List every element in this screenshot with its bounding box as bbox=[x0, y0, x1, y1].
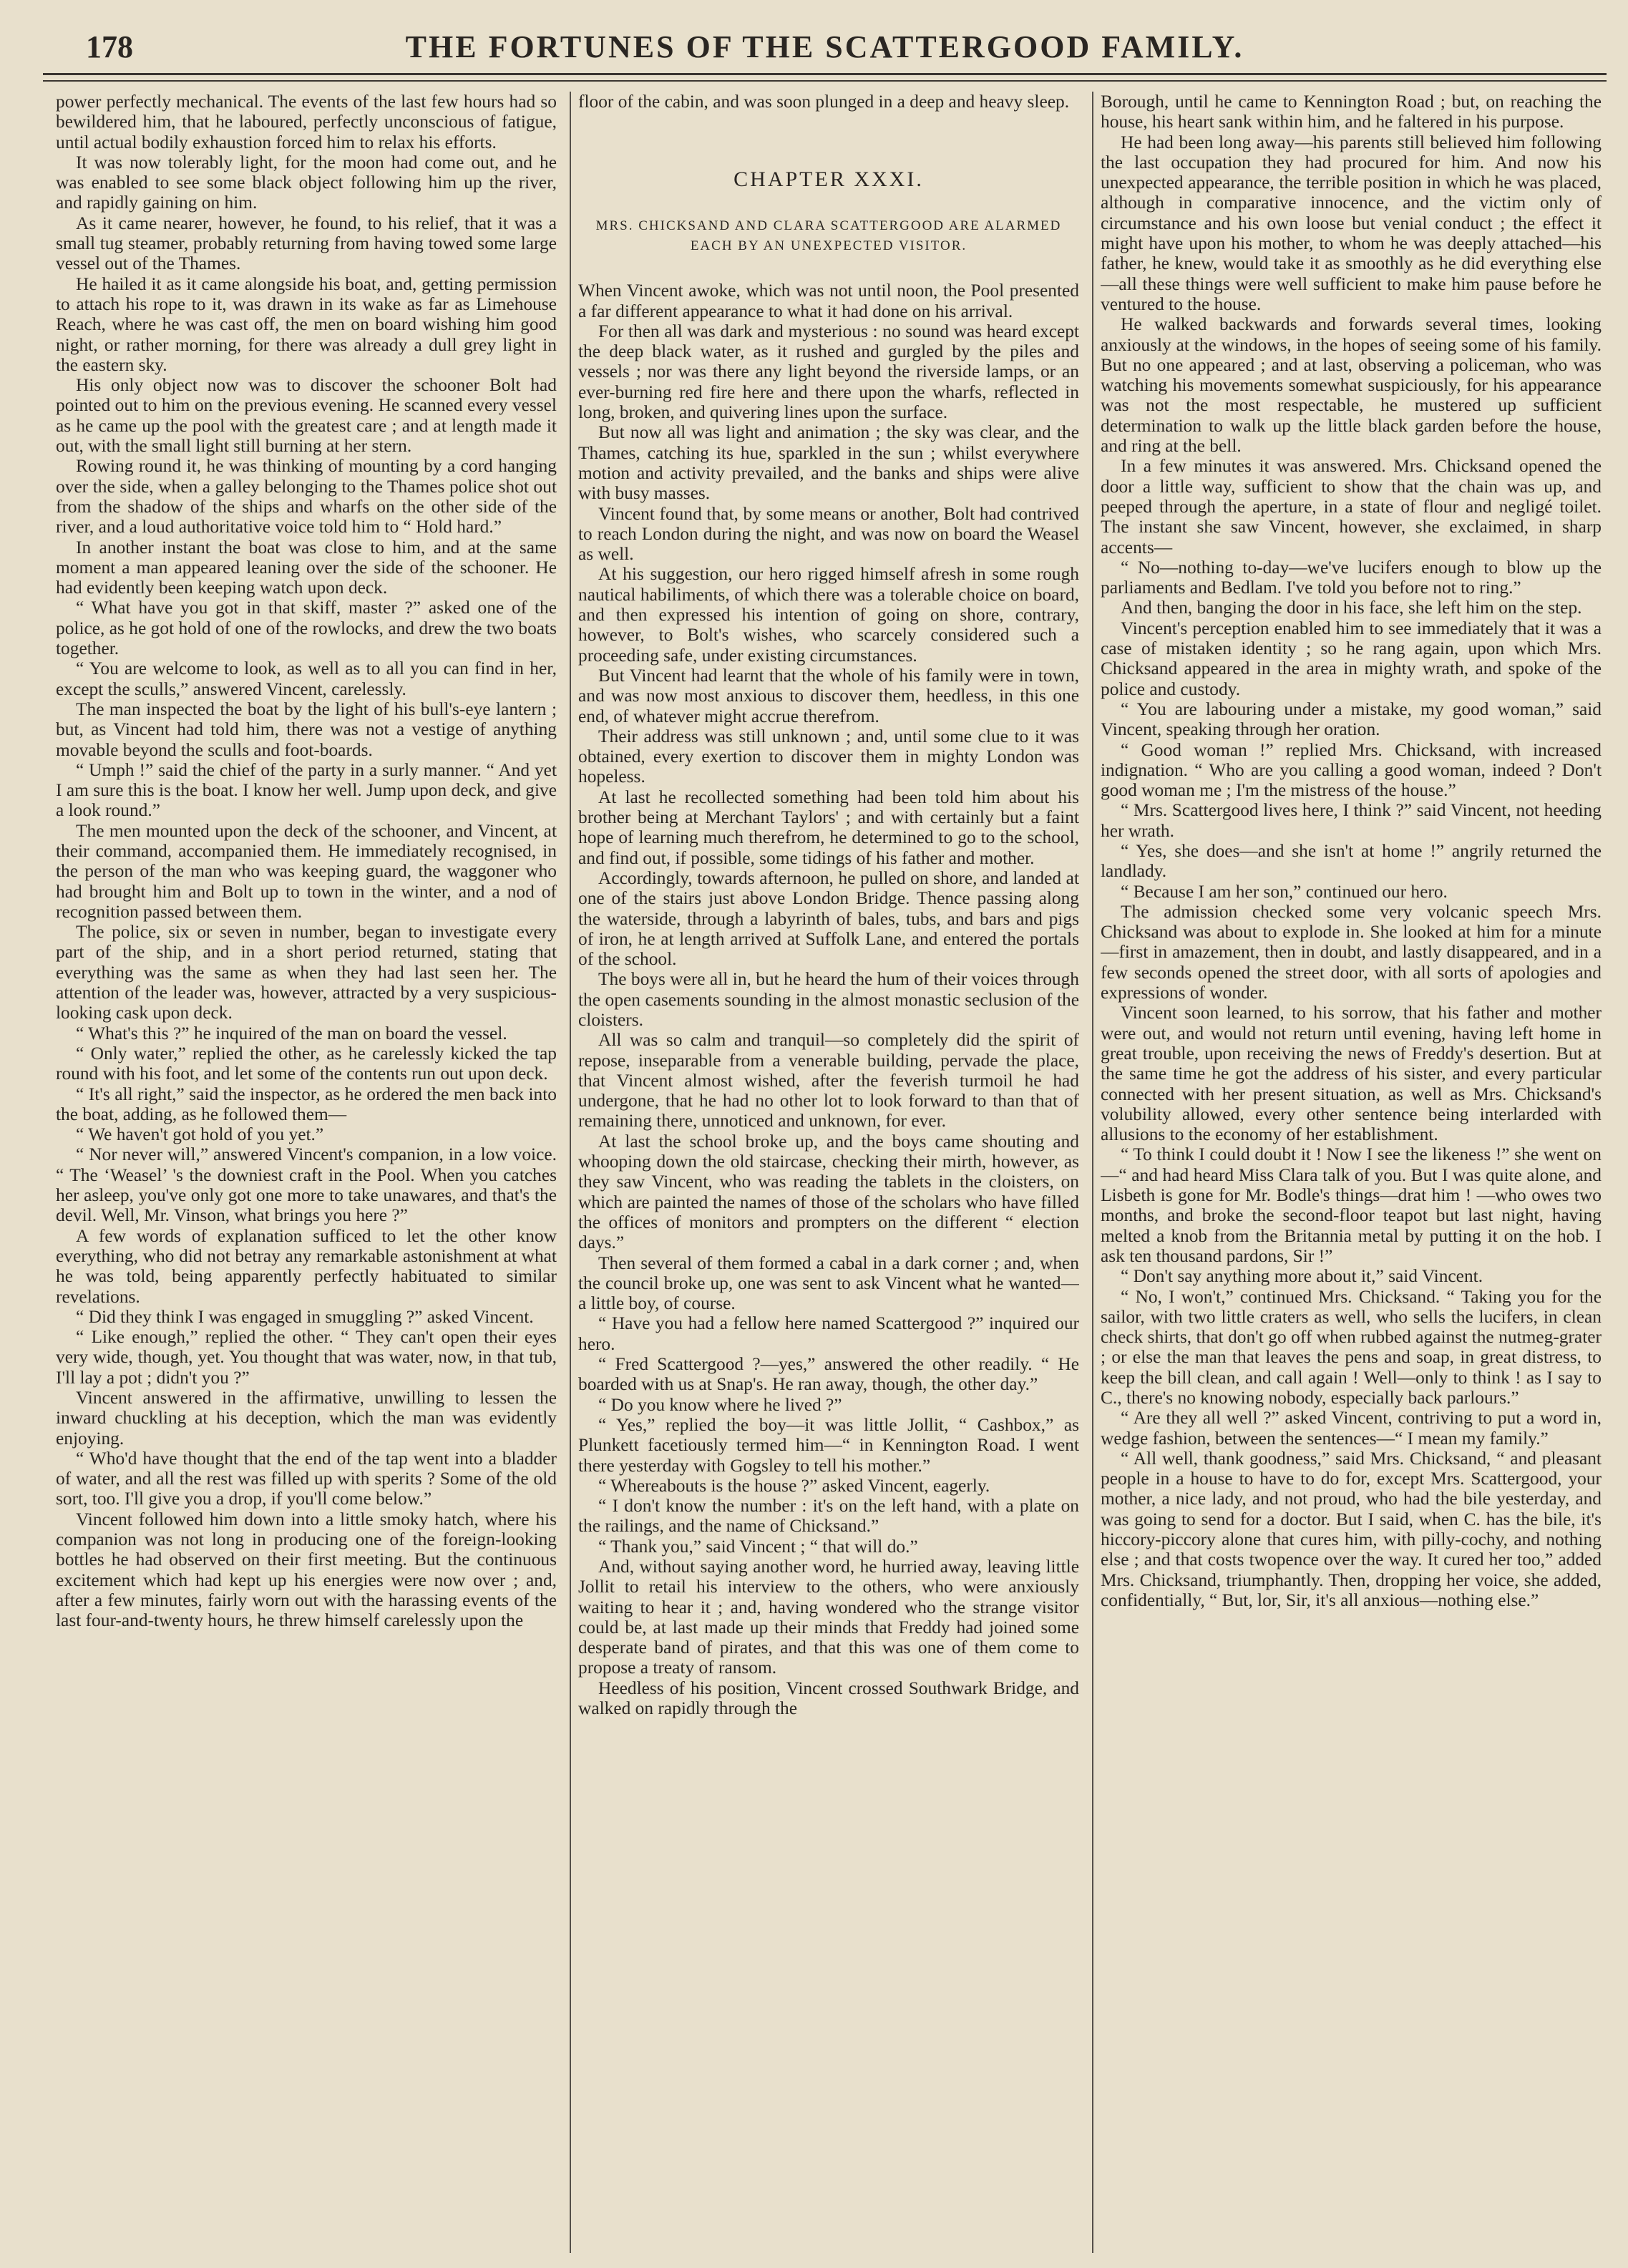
paragraph: In another instant the boat was close to him, and at the same moment a man appeared leaning over the side of the schooner. He had evidently been keeping watch upon deck. bbox=[56, 537, 557, 598]
paragraph: Their address was still unknown ; and, until some clue to it was obtained, every exertion to discover them in mighty London was hopeless. bbox=[578, 726, 1079, 787]
paragraph: Rowing round it, he was thinking of mounting by a cord hanging over the side, when a galley belonging to the Thames police shot out from the shadow of the ships and wharfs on the other side of the river, and a loud authoritative voice told him to “ Hold hard.” bbox=[56, 456, 557, 537]
text-column-2 bbox=[578, 92, 1079, 2260]
paragraph: Vincent's perception enabled him to see immediately that it was a case of mistaken identity ; so he rang again, upon which Mrs. Chicksand appeared in the area in mighty wrath, and spoke of the police and custody. bbox=[1101, 618, 1602, 699]
paragraph: The boys were all in, but he heard the hum of their voices through the open casements sounding in the almost monastic seclusion of the cloisters. bbox=[578, 969, 1079, 1030]
paragraph: “ Good woman !” replied Mrs. Chicksand, with increased indignation. “ Who are you calling a good woman, indeed ? Don't good woman me ; I'm the mistress of the house.” bbox=[1101, 739, 1602, 801]
paragraph: As it came nearer, however, he found, to his relief, that it was a small tug steamer, probably returning from having towed some large vessel out of the Thames. bbox=[56, 213, 557, 274]
paragraph: Borough, until he came to Kennington Road ; but, on reaching the house, his heart sank within him, and he faltered in his purpose. bbox=[1101, 92, 1602, 132]
paragraph: “ Fred Scattergood ?—yes,” answered the other readily. “ He boarded with us at Snap's. He ran away, though, the other day.” bbox=[578, 1354, 1079, 1395]
paragraph: The police, six or seven in number, began to investigate every part of the ship, and in a short period returned, stating that everything was the same as when they had last seen her. The attention of the leader was, however, attracted by a very suspicious-looking cask upon deck. bbox=[56, 922, 557, 1023]
paragraph: Heedless of his position, Vincent crossed Southwark Bridge, and walked on rapidly through the bbox=[578, 1678, 1079, 1719]
paragraph: “ Like enough,” replied the other. “ They can't open their eyes very wide, though, yet. You thought that was water, now, in that tub, I'll lay a pot ; didn't you ?” bbox=[56, 1327, 557, 1388]
paragraph: “ I don't know the number : it's on the left hand, with a plate on the railings, and the name of Chicksand.” bbox=[578, 1496, 1079, 1537]
paragraph: Vincent found that, by some means or another, Bolt had contrived to reach London during the night, and was now on board the Weasel as well. bbox=[578, 503, 1079, 565]
paragraph: And, without saying another word, he hurried away, leaving little Jollit to retail his interview to the others, who were anxiously waiting to hear it ; and, having wondered who the strange visitor could be, at last made up their minds that Freddy had joined some desperate band of pirates, and that this was one of them come to propose a treaty of ransom. bbox=[578, 1557, 1079, 1678]
paragraph: “ Because I am her son,” continued our hero. bbox=[1121, 881, 1448, 902]
chapter-title: CHAPTER XXXI. bbox=[733, 167, 924, 192]
paragraph: A few words of explanation sufficed to let the other know everything, who did not betray any remarkable astonishment at what he was told, being apparently perfectly habituated to similar revelations. bbox=[56, 1225, 557, 1307]
paragraph: “ No—nothing to-day—we've lucifers enough to blow up the parliaments and Bedlam. I've told you before not to ring.” bbox=[1101, 557, 1602, 598]
paragraph: But Vincent had learnt that the whole of his family were in town, and was now most anxious to discover them, heedless, in this one end, of whatever might accrue therefrom. bbox=[578, 665, 1079, 726]
paragraph: “ Mrs. Scattergood lives here, I think ?” said Vincent, not heeding her wrath. bbox=[1101, 800, 1602, 841]
paragraph: “ Who'd have thought that the end of the tap went into a bladder of water, and all the rest was filled up with sperits ? Some of the old sort, too. I'll give you a drop, if you'll come below.” bbox=[56, 1448, 557, 1509]
paragraph: Vincent soon learned, to his sorrow, that his father and mother were out, and would not return until evening, having left home in great trouble, upon receiving the news of Freddy's desertion. But at the same time he got the address of his sister, and every particular connected with her present situation, as well as Mrs. Chicksand's volubility allowed, every other sentence being interlarded with allusions to the economy of her establishment. bbox=[1101, 1003, 1602, 1145]
paragraph: power perfectly mechanical. The events of the last few hours had so bewildered him, that he laboured, perfectly unconscious of fatigue, until actual bodily exhaustion forced him to relax his efforts. bbox=[56, 92, 557, 152]
page-number: 178 bbox=[86, 29, 133, 64]
paragraph: It was now tolerably light, for the moon had come out, and he was enabled to see some black object following him up the river, and rapidly gaining on him. bbox=[56, 152, 557, 213]
paragraph: Vincent followed him down into a little smoky hatch, where his companion was not long in producing one of the foreign-looking bottles he had observed on their first meeting. But the continuous excitement which had kept up his energies were now over ; and, after a few minutes, fairly worn out with the harassing events of the last four-and-twenty hours, he threw himself carelessly upon the bbox=[56, 1509, 557, 1631]
chapter-body bbox=[578, 281, 1079, 1718]
paragraph: The admission checked some very volcanic speech Mrs. Chicksand was about to explode in. She looked at him for a minute—first in amazement, then in doubt, and lastly disappeared, and in a few seconds opened the street door, with all sorts of apologies and expressions of wonder. bbox=[1101, 901, 1602, 1003]
paragraph: floor of the cabin, and was soon plunged in a deep and heavy sleep. bbox=[578, 92, 1070, 112]
paragraph: At last he recollected something had been told him about his brother being at Merchant Taylors' ; and with certainly but a faint hope of learning much therefrom, he determined to go to the school, and find out, if possible, some tidings of his father and mother. bbox=[578, 787, 1079, 868]
paragraph: “ Don't say anything more about it,” said Vincent. bbox=[1121, 1266, 1483, 1287]
paragraph: The men mounted upon the deck of the schooner, and Vincent, at their command, accompanied them. He immediately recognised, in the person of the man who was keeping guard, the waggoner who had brought him and Bolt up to town in the winter, and a nod of recognition passed between them. bbox=[56, 820, 557, 922]
paragraph: “ You are labouring under a mistake, my good woman,” said Vincent, speaking through her oration. bbox=[1101, 699, 1602, 740]
page-header bbox=[43, 29, 1607, 72]
paragraph: In a few minutes it was answered. Mrs. Chicksand opened the door a little way, sufficient to show that the chain was up, and peeped through the aperture, in a state of flour and negligé toilet. The instant she saw Vincent, however, she exclaimed, in sharp accents— bbox=[1101, 456, 1602, 558]
paragraph: Accordingly, towards afternoon, he pulled on shore, and landed at one of the stairs just above London Bridge. Thence passing along the waterside, through a labyrinth of bales, tubs, and bars and pigs of iron, he at length arrived at Suffolk Lane, and entered the portals of the school. bbox=[578, 867, 1079, 970]
paragraph: “ It's all right,” said the inspector, as he ordered the men back into the boat, adding, as he followed them— bbox=[56, 1084, 557, 1124]
paragraph: At last the school broke up, and the boys came shouting and whooping down the old staircase, checking their mirth, however, as they saw Vincent, who was reading the tablets in the cloisters, on which are painted the names of those of the scholars who have filled the offices of monitors and prompters on the different “ election days.” bbox=[578, 1131, 1079, 1253]
column-divider bbox=[1092, 92, 1093, 2253]
paragraph: “ To think I could doubt it ! Now I see the likeness !” she went on—“ and had heard Miss Clara talk of you. But I was quite alone, and Lisbeth is gone for Mr. Bodle's things—drat him ! —who owes two months, and broke the second-floor teapot but last night, having melted a knob from the Britannia metal by putting it on the hob. I ask ten thousand pardons, Sir !” bbox=[1101, 1144, 1602, 1266]
paragraph: “ What have you got in that skiff, master ?” asked one of the police, as he got hold of one of the rowlocks, and drew the two boats together. bbox=[56, 598, 557, 659]
paragraph: He walked backwards and forwards several times, looking anxiously at the windows, in the hopes of seeing some of his family. But no one appeared ; and at last, observing a policeman, who was watching his movements somewhat suspiciously, for his appearance was not the most respectable, he mustered up sufficient determination to walk up the little black garden before the house, and ring at the bell. bbox=[1101, 314, 1602, 457]
paragraph: At his suggestion, our hero rigged himself afresh in some rough nautical habiliments, of which there was a tolerable choice on board, and then expressed his intention of going on shore, contrary, however, to Bolt's wishes, who scarcely considered such a proceeding safe, under existing circumstances. bbox=[578, 564, 1079, 666]
paragraph: Then several of them formed a cabal in a dark corner ; and, when the council broke up, one was sent to ask Vincent what he wanted—a little boy, of course. bbox=[578, 1252, 1079, 1314]
paragraph: “ Do you know where he lived ?” bbox=[598, 1394, 842, 1415]
paragraph: “ Nor never will,” answered Vincent's companion, in a low voice. “ The ‘Weasel’ 's the downiest craft in the Pool. When you catches her asleep, you've only got one more to take unawares, and that's the devil. Well, Mr. Vinson, what brings you here ?” bbox=[56, 1144, 557, 1226]
text-column-3 bbox=[1101, 92, 1602, 2260]
chapter-summary: MRS. CHICKSAND AND CLARA SCATTERGOOD ARE ALARMED EACH BY AN UNEXPECTED VISITOR. bbox=[595, 218, 1062, 254]
text-column-1 bbox=[56, 92, 557, 2260]
running-title: THE FORTUNES OF THE SCATTERGOOD FAMILY. bbox=[405, 29, 1244, 64]
paragraph: For then all was dark and mysterious : no sound was heard except the deep black water, as it rushed and gurgled by the piles and vessels ; nor was there any light beyond the riverside lamps, or an ever-burning red fire here and there upon the wharfs, reflected in long, broken, and quivering lines upon the surface. bbox=[578, 321, 1079, 423]
paragraph: “ Yes,” replied the boy—it was little Jollit, “ Cashbox,” as Plunkett facetiously termed him—“ in Kennington Road. I went there yesterday with Gogsley to tell his mother.” bbox=[578, 1414, 1079, 1476]
paragraph: And then, banging the door in his face, she left him on the step. bbox=[1121, 598, 1582, 618]
paragraph: “ You are welcome to look, as well as to all you can find in her, except the sculls,” answered Vincent, carelessly. bbox=[56, 658, 557, 699]
paragraph: “ Only water,” replied the other, as he carelessly kicked the tap round with his foot, and let some of the contents run out upon deck. bbox=[56, 1043, 557, 1084]
column-divider bbox=[570, 92, 571, 2253]
paragraph: “ We haven't got hold of you yet.” bbox=[76, 1124, 324, 1145]
paragraph: “ What's this ?” he inquired of the man on board the vessel. bbox=[76, 1023, 507, 1043]
paragraph: “ Thank you,” said Vincent ; “ that will do.” bbox=[598, 1536, 918, 1557]
paragraph: “ All well, thank goodness,” said Mrs. Chicksand, “ and pleasant people in a house to have to do for, except Mrs. Scattergood, your mother, a nice lady, and not proud, who had the bile yesterday, and was going to send for a doctor. But I said, when C. has the bile, it's hiccory-piccory alone that cures him, with pilly-cochy, and nothing else ; and that costs twopence over the way. It cured her too,” added Mrs. Chicksand, triumphantly. Then, dropping her voice, she added, confidentially, “ But, lor, Sir, it's all anxious—nothing else.” bbox=[1101, 1448, 1602, 1610]
paragraph: The man inspected the boat by the light of his bull's-eye lantern ; but, as Vincent had told him, there was not a vestige of anything movable beyond the sculls and foot-boards. bbox=[56, 699, 557, 760]
paragraph: “ Did they think I was engaged in smuggling ?” asked Vincent. bbox=[76, 1306, 534, 1327]
paragraph: All was so calm and tranquil—so completely did the spirit of repose, inseparable from a venerable building, pervade the place, that Vincent almost wished, after the feverish turmoil he had undergone, that he had no other lot to look forward to than that of remaining there, unnoticed and unknown, for ever. bbox=[578, 1030, 1079, 1131]
paragraph: He had been long away—his parents still believed him following the last occupation they had procured for him. And now his unexpected appearance, the terrible position in which he was placed, although in comparative innocence, and the victim only of circumstance and his own loose but venial conduct ; the effect it might have upon his mother, to whom he was deeply attached—his father, he knew, would take it as smoothly as he did everything else—all these things were well sufficient to make him pause before he ventured to the house. bbox=[1101, 132, 1602, 314]
paragraph: “ No, I won't,” continued Mrs. Chicksand. “ Taking you for the sailor, with two little craters as well, who sells the lucifers, in clean check shirts, that don't go off when rubbed against the nutmeg-grater ; or else the man that leaves the pens and soap, in great distress, to keep the bill clean, and call again ! Well—only to think ! as I say to C., there's no knowing nobody, especially back parlours.” bbox=[1101, 1286, 1602, 1408]
paragraph: But now all was light and animation ; the sky was clear, and the Thames, catching its hue, sparkled in the sun ; whilst everywhere motion and activity prevailed, and the banks and ships were alive with busy masses. bbox=[578, 422, 1079, 504]
paragraph: He hailed it as it came alongside his boat, and, getting permission to attach his rope to it, was drawn in its wake as far as Limehouse Reach, where he was cast off, the men on board wishing him good night, or rather morning, for there was already a dull grey light in the eastern sky. bbox=[56, 273, 557, 375]
paragraph: Vincent answered in the affirmative, unwilling to lessen the inward chuckling at his deception, which the man was evidently enjoying. bbox=[56, 1388, 557, 1449]
paragraph: “ Umph !” said the chief of the party in a surly manner. “ And yet I am sure this is the boat. I know her well. Jump upon deck, and give a look round.” bbox=[56, 759, 557, 821]
paragraph: “ Are they all well ?” asked Vincent, contriving to put a word in, wedge fashion, between the sentences—“ I mean my family.” bbox=[1101, 1408, 1602, 1449]
header-rule bbox=[43, 73, 1607, 75]
paragraph: “ Have you had a fellow here named Scattergood ?” inquired our hero. bbox=[578, 1313, 1079, 1354]
paragraph: “ Whereabouts is the house ?” asked Vincent, eagerly. bbox=[598, 1475, 990, 1496]
paragraph: “ Yes, she does—and she isn't at home !” angrily returned the landlady. bbox=[1101, 840, 1602, 882]
header-rule-thin bbox=[43, 80, 1607, 82]
paragraph: His only object now was to discover the schooner Bolt had pointed out to him on the previous evening. He scanned every vessel as he came up the pool with the greatest care ; and at length made it out, with the small light still burning at her stern. bbox=[56, 375, 557, 457]
paragraph: When Vincent awoke, which was not until noon, the Pool presented a far different appearance to what it had done on his arrival. bbox=[578, 281, 1079, 321]
